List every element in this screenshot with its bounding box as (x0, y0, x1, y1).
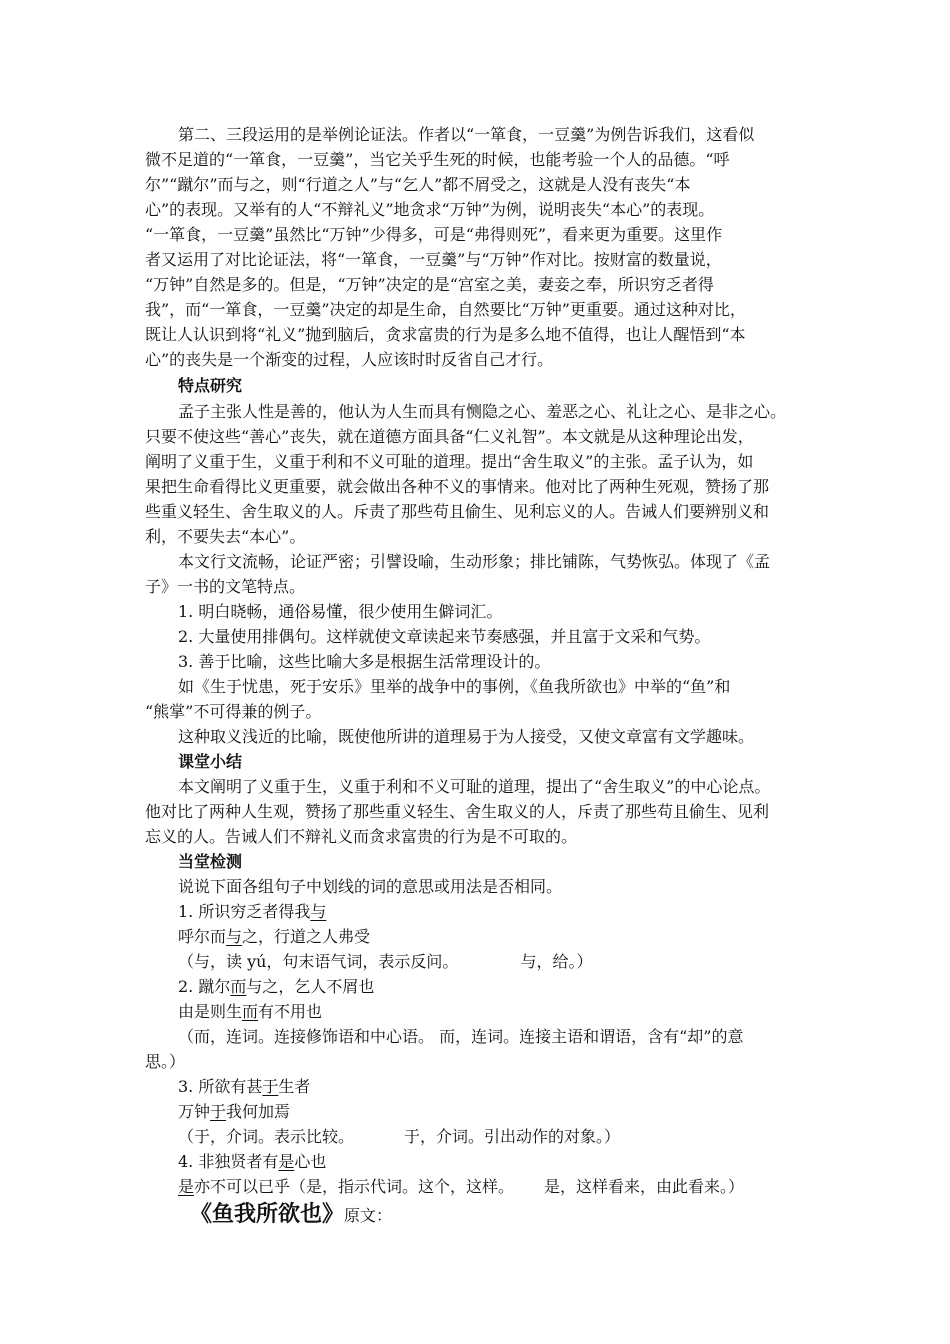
text-segment: 呼尔而 (178, 927, 227, 946)
question-2-answer: （而，连词。连接修饰语和中心语。 而，连词。连接主语和谓语，含有“却”的意 (178, 1027, 744, 1046)
features-line: 阐明了义重于生，义重于利和不义可耻的道理。提出“舍生取义”的主张。孟子认为，如 (145, 452, 754, 471)
features-line: 孟子主张人性是善的，他认为人生而具有恻隐之心、羞恶之心、礼让之心、是非之心。 (178, 402, 787, 421)
features-line: 果把生命看得比义更重要，就会做出各种不义的事情来。他对比了两种生死观，赞扬了那 (145, 477, 770, 496)
question-2-answer: 思。） (145, 1052, 186, 1071)
features-conclusion: 这种取义浅近的比喻，既使他所讲的道理易于为人接受，又使文章富有文学趣味。 (178, 727, 755, 746)
text-segment: 生者 (278, 1077, 311, 1096)
features-line: 些重义轻生、舍生取义的人。斥责了那些苟且偷生、见利忘义的人。告诫人们要辨别义和 (145, 502, 770, 521)
question-3-line-1 (178, 1075, 858, 1099)
heading-features: 特点研究 (178, 376, 243, 395)
question-4-line-2 (178, 1175, 858, 1199)
text-segment: 之，行道之人弗受 (242, 927, 371, 946)
summary-line: 他对比了两种人生观，赞扬了那些重义轻生、舍生取义的人，斥责了那些苟且偷生、见利 (145, 802, 770, 821)
answer-part: 与，给。） (520, 952, 593, 971)
text-segment: 3. 所欲有甚 (178, 1077, 263, 1096)
features-example-line: 如《生于忧患，死于安乐》里举的战争中的事例，《鱼我所欲也》中举的“鱼”和 (178, 677, 731, 696)
features-list-item: 1. 明白晓畅，通俗易懂，很少使用生僻词汇。 (178, 602, 503, 621)
underlined-word: 而 (230, 977, 247, 996)
analysis-line: 心”的丧失是一个渐变的过程，人应该时时反省自己才行。 (145, 350, 554, 369)
heading-summary: 课堂小结 (178, 752, 243, 771)
analysis-line: 尔”“蹴尔”而与之，则“行道之人”与“乞人”都不屑受之，这就是人没有丧失“本 (145, 175, 691, 194)
answer-part: 于，介词。引出动作的对象。） (404, 1127, 621, 1146)
underlined-word: 是 (278, 1152, 295, 1171)
answer-part: （与，读 yú，句末语气词，表示反问。 (178, 952, 459, 971)
features-example-line: “熊掌”不可得兼的例子。 (145, 702, 322, 721)
analysis-line: 微不足道的“一箪食，一豆羹”，当它关乎生死的时候，也能考验一个人的品德。“呼 (145, 150, 730, 169)
original-suffix: 原文： (344, 1206, 393, 1225)
text-segment: 我何加焉 (226, 1102, 291, 1121)
underlined-word: 于 (210, 1102, 227, 1121)
heading-test: 当堂检测 (178, 852, 243, 871)
analysis-line: 既让人认识到将“礼义”抛到脑后，贪求富贵的行为是多么地不值得，也让人醒悟到“本 (145, 325, 746, 344)
underlined-word: 于 (262, 1077, 279, 1096)
question-2-line-2 (178, 1000, 858, 1024)
answer-part: （于，介词。表示比较。 (178, 1127, 355, 1146)
question-1-line-1 (178, 900, 858, 924)
features-line: 本文行文流畅，论证严密；引譬设喻，生动形象；排比铺陈，气势恢弘。体现了《孟 (178, 552, 771, 571)
text-segment: 与之，乞人不屑也 (246, 977, 375, 996)
original-title: 《鱼我所欲也》 (190, 1202, 345, 1227)
question-3-line-2 (178, 1100, 858, 1124)
question-1-line-2 (178, 925, 858, 949)
features-line: 只要不使这些“善心”丧失，就在道德方面具备“仁义礼智”。本文就是从这种理论出发， (145, 427, 754, 446)
summary-line: 忘义的人。告诫人们不辩礼义而贪求富贵的行为是不可取的。 (145, 827, 578, 846)
text-segment: 亦不可以已乎（是，指示代词。这个，这样。 (194, 1177, 515, 1196)
text-segment: 万钟 (178, 1102, 211, 1121)
question-4-line-1 (178, 1150, 858, 1174)
text-segment: 2. 蹴尔 (178, 977, 231, 996)
analysis-line: 者又运用了对比论证法，将“一箪食，一豆羹”与“万钟”作对比。按财富的数量说， (145, 250, 722, 269)
features-list-item: 2. 大量使用排偶句。这样就使文章读起来节奏感强，并且富于文采和气势。 (178, 627, 711, 646)
answer-part: 是，这样看来，由此看来。） (544, 1177, 745, 1196)
analysis-line: 我”，而“一箪食，一豆羹”决定的却是生命，自然要比“万钟”更重要。通过这种对比， (145, 300, 746, 319)
question-3-answer (178, 1125, 858, 1149)
text-segment: 有不用也 (258, 1002, 323, 1021)
analysis-line: 第二、三段运用的是举例论证法。作者以“一箪食，一豆羹”为例告诉我们，这看似 (178, 125, 755, 144)
summary-line: 本文阐明了义重于生，义重于利和不义可耻的道理，提出了“舍生取义”的中心论点。 (178, 777, 771, 796)
text-segment: 1. 所识穷乏者得我 (178, 902, 311, 921)
analysis-line: “万钟”自然是多的。但是，“万钟”决定的是“宫室之美，妻妾之奉，所识穷乏者得 (145, 275, 714, 294)
underlined-word: 与 (226, 927, 243, 946)
original-text-heading (190, 1200, 870, 1231)
analysis-line: “一箪食，一豆羹”虽然比“万钟”少得多，可是“弗得则死”，看来更为重要。这里作 (145, 225, 723, 244)
underlined-word: 与 (310, 902, 327, 921)
underlined-word: 是 (178, 1177, 195, 1196)
features-list-item: 3. 善于比喻，这些比喻大多是根据生活常理设计的。 (178, 652, 551, 671)
analysis-line: 心”的表现。又举有的人“不辩礼义”地贪求“万钟”为例，说明丧失“本心”的表现。 (145, 200, 715, 219)
text-segment: 4. 非独贤者有 (178, 1152, 279, 1171)
question-2-line-1 (178, 975, 858, 999)
text-segment: 心也 (294, 1152, 327, 1171)
test-instruction: 说说下面各组句子中划线的词的意思或用法是否相同。 (178, 877, 563, 896)
features-line: 子》一书的文笔特点。 (145, 577, 306, 596)
text-segment: 由是则生 (178, 1002, 243, 1021)
features-line: 利，不要失去“本心”。 (145, 527, 306, 546)
underlined-word: 而 (242, 1002, 259, 1021)
question-1-answer (178, 950, 858, 974)
